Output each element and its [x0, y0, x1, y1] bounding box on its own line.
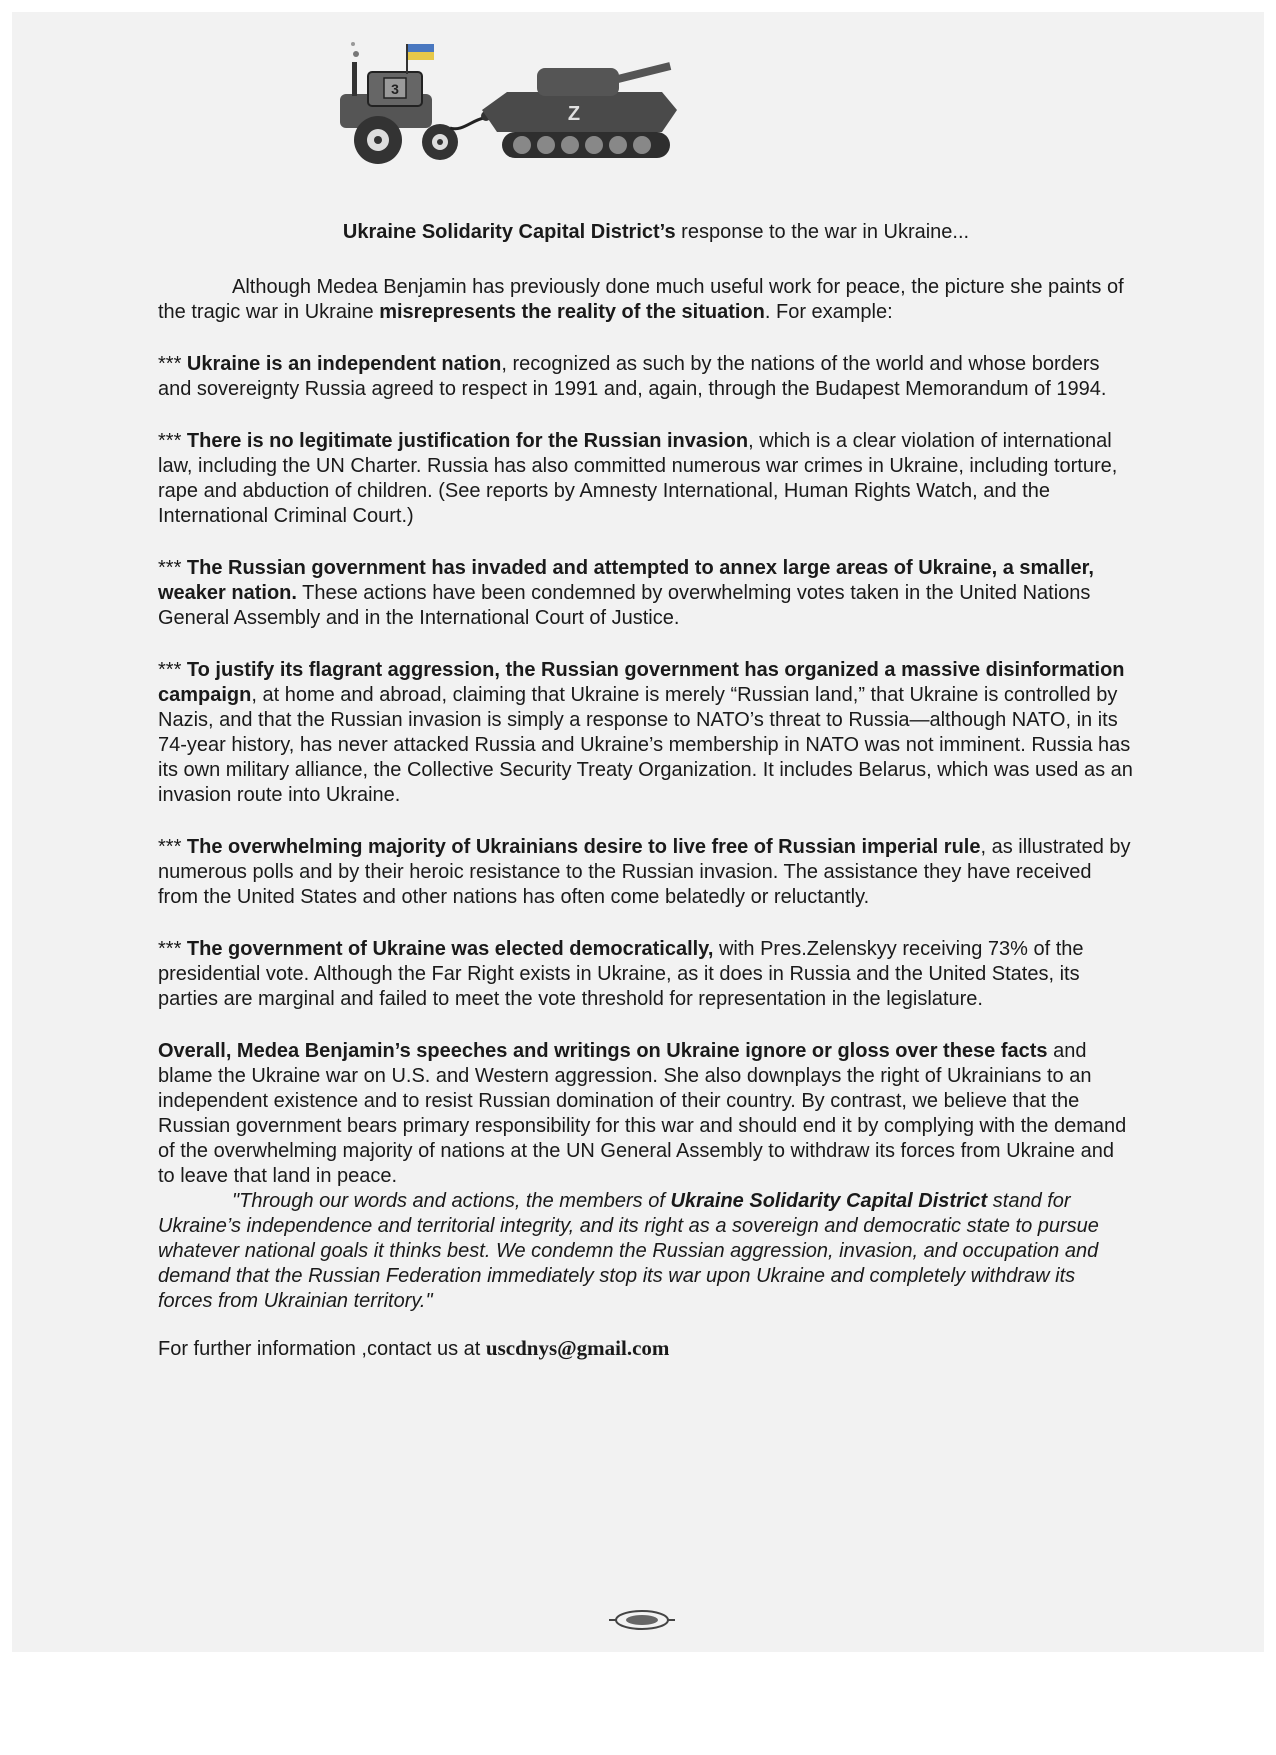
tractor-towing-tank-illustration	[332, 32, 772, 182]
letter-body	[158, 220, 1134, 1389]
tractor-icon	[340, 42, 458, 164]
contact-label: For further information ,contact us at	[158, 1338, 486, 1360]
ukraine-flag-icon	[406, 44, 434, 74]
footer-ornament-icon	[607, 1606, 677, 1634]
svg-text:3: 3	[391, 81, 399, 97]
page-heading	[178, 220, 1134, 245]
point-paragraph: *** Ukraine is an independent nation, recognized as such by the nations of the world and whose borders and sovereignty Russia agreed to respect in 1991 and, again, through the Budapest Memorandum of 1994.	[158, 353, 1107, 400]
contact-email-link[interactable]: uscdnys@gmail.com	[485, 1336, 670, 1360]
mission-quote: "Through our words and actions, the members of Ukraine Solidarity Capital District stand for Ukraine’s independence and territorial integrity, and its right as a sovereign and democratic state to pursue whatever national goals it thinks best. We condemn the Russian aggression, invasion, and occupation and demand that the Russian Federation immediately stop its war upon Ukraine and completely withdraw its forces from Ukrainian territory."	[158, 1190, 1099, 1312]
point-paragraph: *** The overwhelming majority of Ukrainians desire to live free of Russian imperial rule, as illustrated by numerous polls and by their heroic resistance to the Russian invasion. The assistance they have received from the United States and other nations has often come belatedly or reluctantly.	[158, 836, 1131, 908]
svg-text:Z: Z	[567, 103, 581, 125]
heading-rest: response to the war in Ukraine...	[675, 221, 970, 243]
point-paragraph: *** The government of Ukraine was elected democratically, with Pres.Zelenskyy receiving 73% of the presidential vote. Although the Far Right exists in Ukraine, as it does in Russia and the United States, its parties are marginal and failed to meet the vote threshold for representation in the legislature.	[158, 938, 1084, 1010]
contact-line	[158, 1336, 1134, 1362]
point-paragraph: *** There is no legitimate justification for the Russian invasion, which is a clear violation of international law, including the UN Charter. Russia has also committed numerous war crimes in Ukraine, including torture, rape and abduction of children. (See reports by Amnesty International, Human Rights Watch, and the International Criminal Court.)	[158, 430, 1118, 527]
point-paragraph: *** The Russian government has invaded and attempted to annex large areas of Ukraine, a smaller, weaker nation. These actions have been condemned by overwhelming votes taken in the United Nations General Assembly and in the International Court of Justice.	[158, 557, 1094, 629]
document-page	[12, 12, 1264, 1652]
tank-icon	[482, 62, 677, 158]
intro-paragraph: Although Medea Benjamin has previously done much useful work for peace, the picture she paints of the tragic war in Ukraine misrepresents the reality of the situation. For example:	[158, 276, 1124, 323]
point-paragraph: *** To justify its flagrant aggression, the Russian government has organized a massive disinformation campaign, at home and abroad, claiming that Ukraine is merely “Russian land,” that Ukraine is controlled by Nazis, and that the Russian invasion is simply a response to NATO’s threat to Russia—although NATO, in its 74-year history, has never attacked Russia and Ukraine’s membership in NATO was not imminent. Russia has its own military alliance, the Collective Security Treaty Organization. It includes Belarus, which was used as an invasion route into Ukraine.	[158, 659, 1133, 806]
overall-paragraph: Overall, Medea Benjamin’s speeches and writings on Ukraine ignore or gloss over these facts and blame the Ukraine war on U.S. and Western aggression. She also downplays the right of Ukrainians to an independent existence and to resist Russian domination of their country. By contrast, we believe that the Russian government bears primary responsibility for this war and should end it by complying with the demand of the overwhelming majority of nations at the UN General Assembly to withdraw its forces from Ukraine and to leave that land in peace.	[158, 1040, 1127, 1187]
heading-org-name: Ukraine Solidarity Capital District’s	[342, 221, 676, 243]
